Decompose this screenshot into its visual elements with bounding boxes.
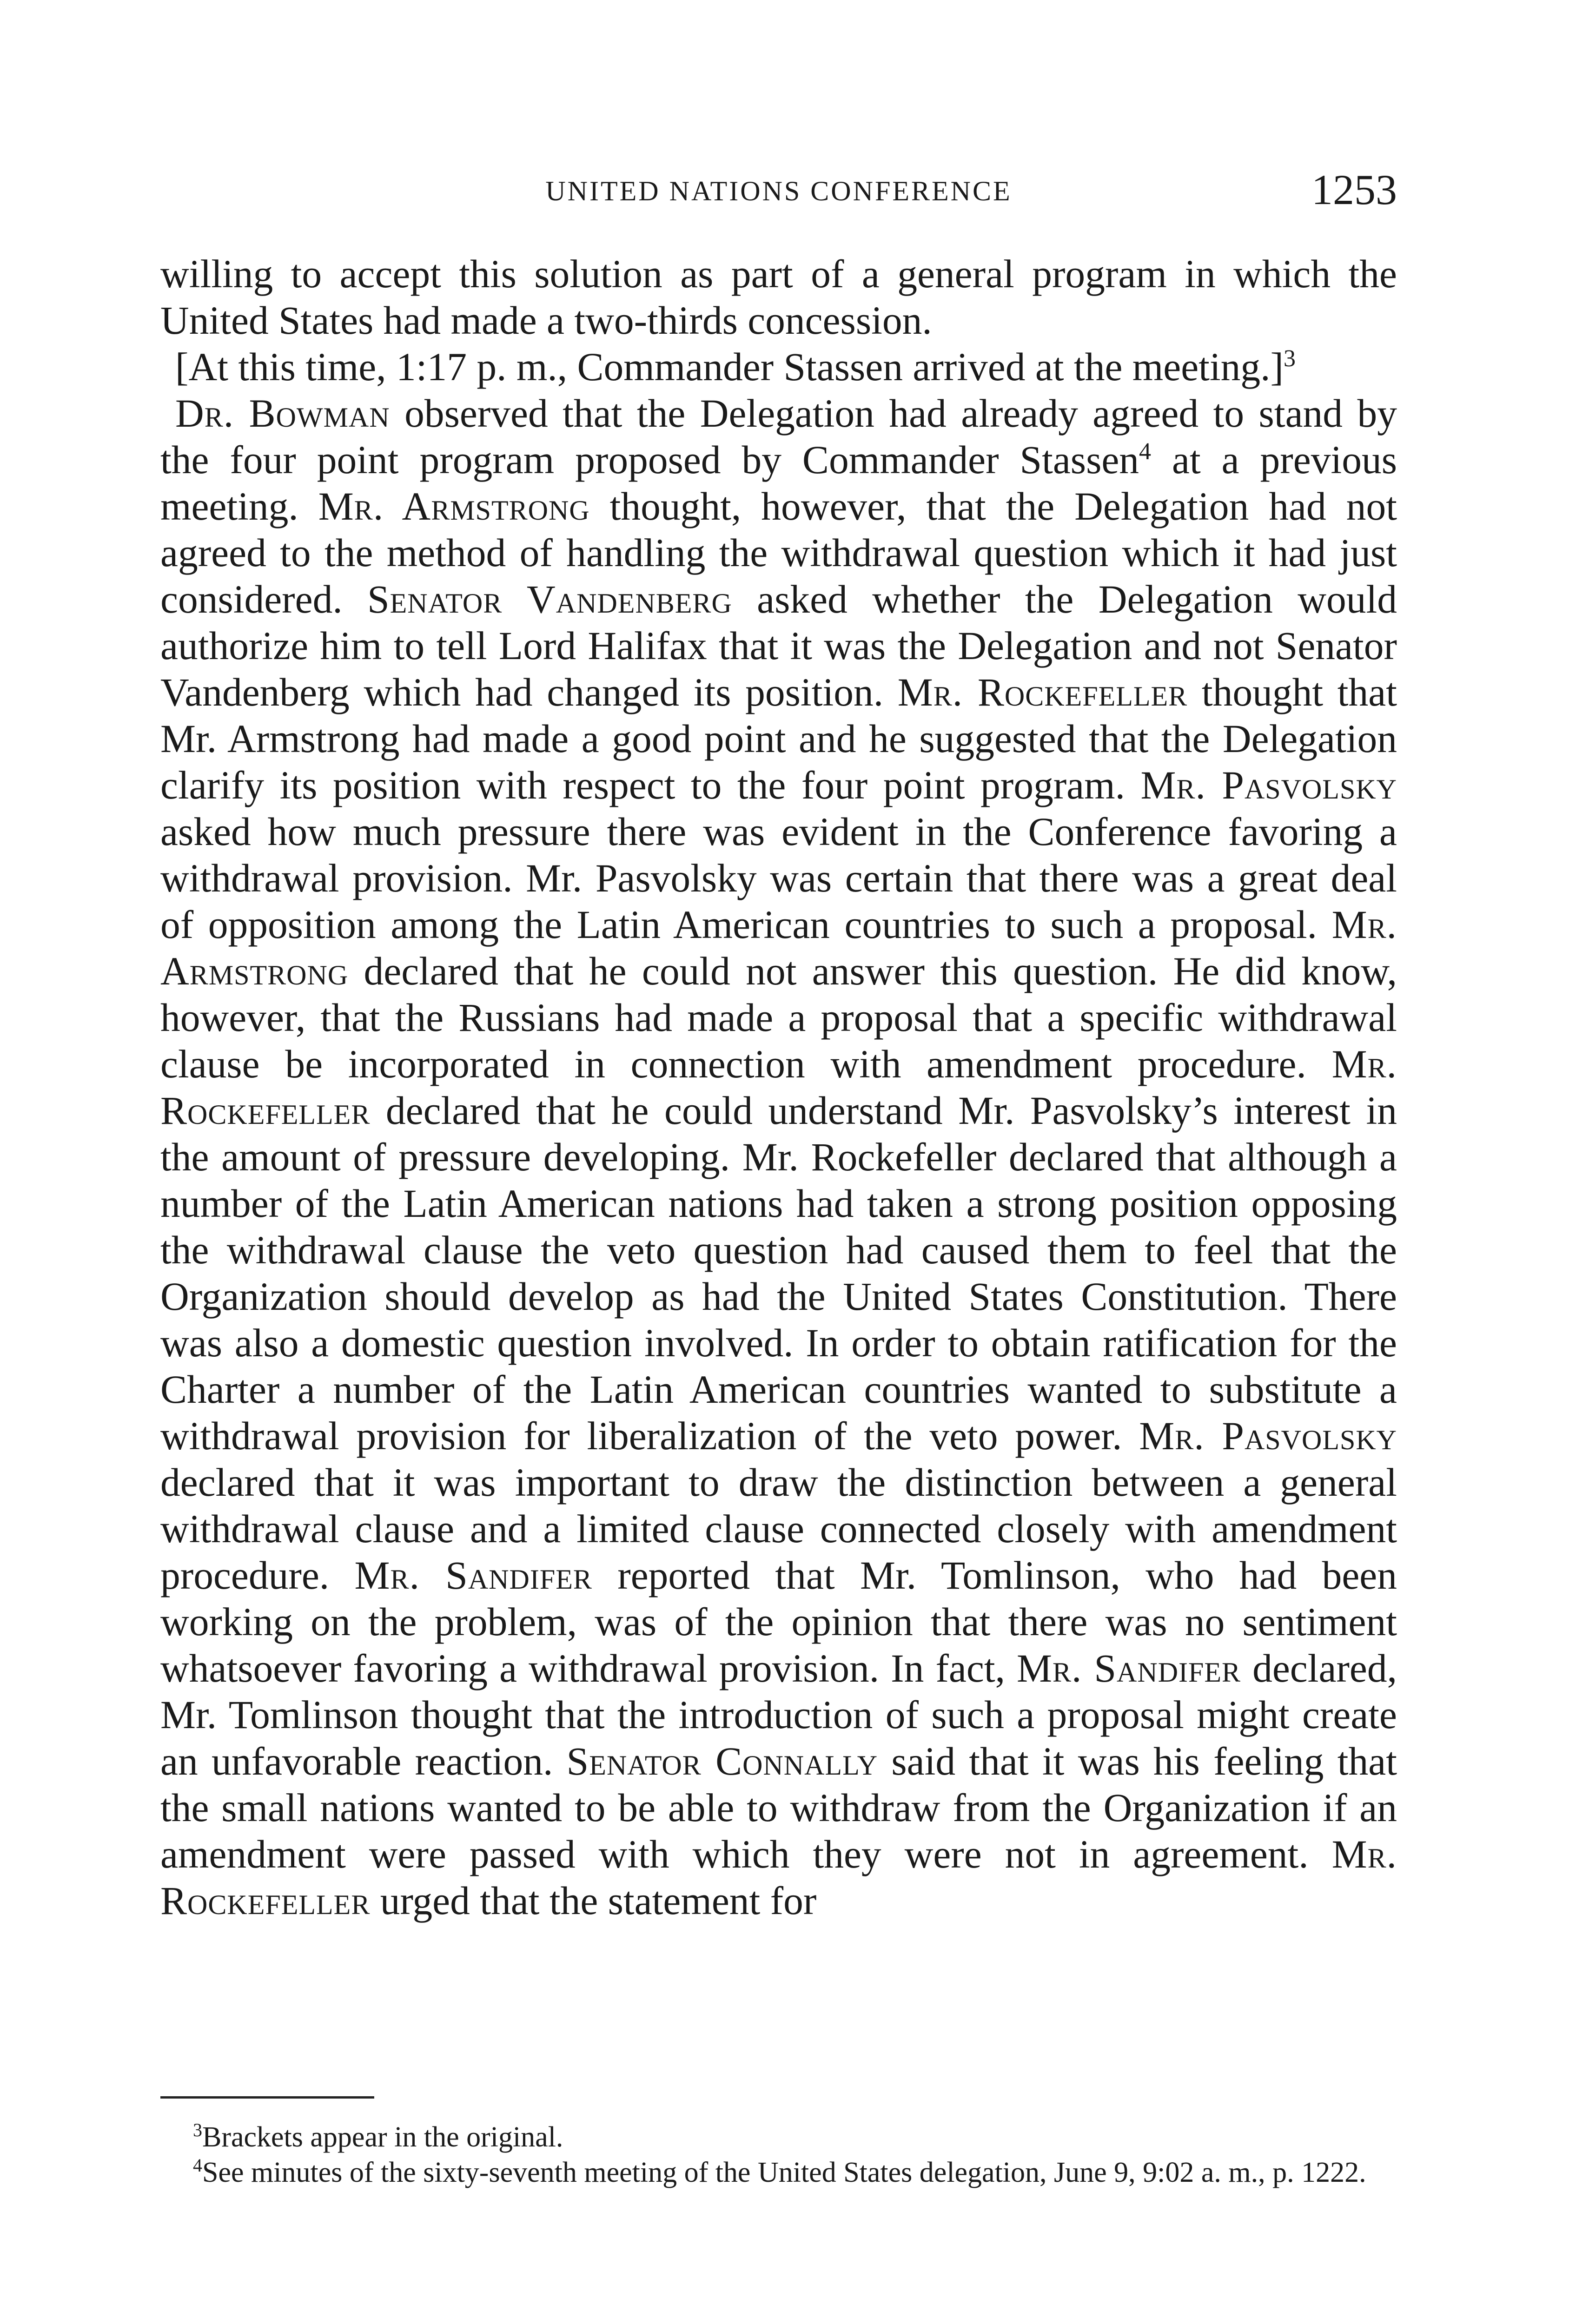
speaker-name: Mr. Sandifer <box>354 1554 592 1598</box>
footnote <box>160 2155 1397 2190</box>
speaker-name: Mr. Pasvolsky <box>1139 1414 1397 1458</box>
text-run: declared that it was important to draw the distinction between a general withdrawal clause and a limited clause connected closely with amendment procedure. <box>160 1461 1397 1598</box>
page-number: 1253 <box>1311 166 1397 213</box>
body-paragraph <box>160 344 1397 390</box>
text-run: declared that he could not answer this question. He did know, however, that the Russians had made a proposal that a specific withdrawal clause be incorporated in connection with amendment procedure. <box>160 950 1397 1086</box>
text-run: thought, however, that the Delegation had not agreed to the method of handling the withdrawal question which it had just considered. <box>160 485 1397 621</box>
footnote-text: See minutes of the sixty-seventh meeting of the United States delegation, June 9, 9:02 a. m., p. 1222. <box>202 2157 1366 2188</box>
text-run: thought that Mr. Armstrong had made a good point and he suggested that the Delegation clarify its position with respect to the four point program. <box>160 671 1397 807</box>
speaker-name: Dr. Bowman <box>175 392 390 436</box>
footnote-divider <box>160 2096 374 2099</box>
speaker-name: Mr. Rockefeller <box>160 1043 1397 1133</box>
speaker-name: Senator Connally <box>566 1740 878 1783</box>
speaker-name: Mr. Armstrong <box>160 903 1397 993</box>
speaker-name: Senator Vandenberg <box>367 578 732 621</box>
text-run: said that it was his feeling that the small nations wanted to be able to withdraw from the Organization if an amendment were passed with which they were not in agreement. <box>160 1740 1397 1876</box>
footnote-mark: 4 <box>193 2155 202 2176</box>
footnote-mark: 3 <box>193 2119 202 2140</box>
text-run: urged that the statement for <box>370 1879 817 1923</box>
text-run: declared that he could understand Mr. Pasvolsky’s interest in the amount of pressure developing. Mr. Rockefeller declared that although a number of the Latin American nations had taken a strong position opposing the withdrawal clause the veto question had caused them to feel that the Organization should develop as had the United States Constitution. There was also a domestic question involved. In order to obtain ratification for the Charter a number of the Latin American countries wanted to substitute a withdrawal provision for liberalization of the veto power. <box>160 1089 1397 1458</box>
text-run: asked how much pressure there was evident in the Conference favoring a withdrawal provision. Mr. Pasvolsky was certain that there was a great deal of opposition among the Latin American countries to such a proposal. <box>160 810 1397 947</box>
footnote-reference: 4 <box>1139 438 1152 465</box>
footnote-text: Brackets appear in the original. <box>202 2121 563 2153</box>
footnote <box>160 2119 1397 2155</box>
body-text <box>160 251 1397 1924</box>
speaker-name: Mr. Rockefeller <box>160 1833 1397 1923</box>
text-run: reported that Mr. Tomlinson, who had been working on the problem, was of the opinion that there was no sentiment whatsoever favoring a withdrawal provision. In fact, <box>160 1554 1397 1690</box>
text-run: observed that the Delegation had already agreed to stand by the four point program proposed by Commander Stassen <box>160 392 1397 482</box>
body-paragraph <box>160 251 1397 344</box>
text-run: [At this time, 1:17 p. m., Commander Stassen arrived at the meeting.] <box>175 345 1284 389</box>
footnote-reference: 3 <box>1284 345 1296 372</box>
body-paragraph <box>160 390 1397 1924</box>
text-run: willing to accept this solution as part of a general program in which the United States had made a two-thirds concession. <box>160 252 1397 343</box>
footnotes <box>160 2119 1397 2190</box>
speaker-name: Mr. Sandifer <box>1017 1647 1241 1690</box>
speaker-name: Mr. Pasvolsky <box>1140 764 1397 807</box>
running-head <box>160 165 1397 221</box>
speaker-name: Mr. Rockefeller <box>897 671 1188 714</box>
running-title: UNITED NATIONS CONFERENCE <box>545 176 1012 206</box>
speaker-name: Mr. Armstrong <box>318 485 590 528</box>
text-run: at a previous meeting. <box>160 438 1397 528</box>
text-run: declared, Mr. Tomlinson thought that the introduction of such a proposal might create an unfavorable reaction. <box>160 1647 1397 1783</box>
text-run: asked whether the Delegation would authorize him to tell Lord Halifax that it was the Delegation and not Senator Vandenberg which had changed its position. <box>160 578 1397 714</box>
